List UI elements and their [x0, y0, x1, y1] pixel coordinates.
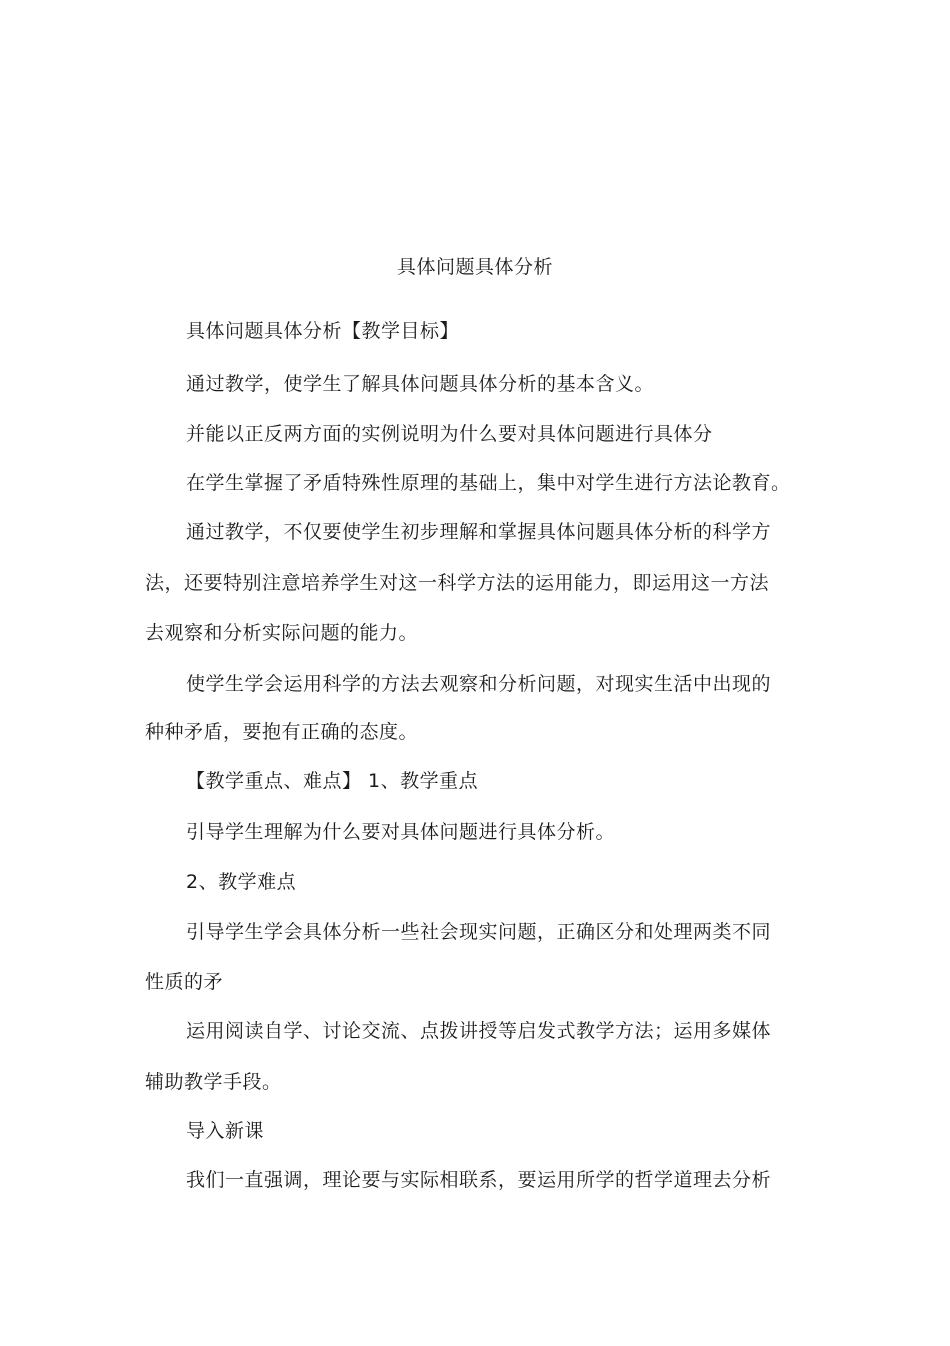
paragraph-line: 使学生学会运用科学的方法去观察和分析问题，对现实生活中出现的 [186, 673, 772, 695]
paragraph-line: 法，还要特别注意培养学生对这一科学方法的运用能力，即运用这一方法 [145, 572, 770, 594]
paragraph-line: 引导学生学会具体分析一些社会现实问题，正确区分和处理两类不同 [186, 921, 772, 943]
subheading-introduction: 导入新课 [186, 1120, 265, 1142]
document-title: 具体问题具体分析 [396, 256, 553, 278]
paragraph-line: 运用阅读自学、讨论交流、点拨讲授等启发式教学方法；运用多媒体 [186, 1020, 772, 1042]
paragraph-line: 引导学生理解为什么要对具体问题进行具体分析。 [186, 821, 616, 843]
subheading-difficulty: 2、教学难点 [186, 871, 297, 893]
paragraph-line: 种种矛盾，要抱有正确的态度。 [145, 721, 419, 743]
paragraph-line: 并能以正反两方面的实例说明为什么要对具体问题进行具体分 [186, 423, 713, 445]
paragraph-line: 性质的矛 [145, 971, 224, 993]
paragraph-line: 我们一直强调，理论要与实际相联系，要运用所学的哲学道理去分析 [186, 1169, 772, 1191]
paragraph-line: 辅助教学手段。 [145, 1071, 282, 1093]
paragraph-line: 去观察和分析实际问题的能力。 [145, 622, 419, 644]
paragraph-line: 通过教学，不仅要使学生初步理解和掌握具体问题具体分析的科学方 [186, 521, 772, 543]
section-heading-key-points: 【教学重点、难点】 1、教学重点 [186, 770, 479, 792]
section-heading-teaching-goals: 具体问题具体分析【教学目标】 [186, 320, 460, 342]
paragraph-line: 通过教学，使学生了解具体问题具体分析的基本含义。 [186, 373, 655, 395]
paragraph-line: 在学生掌握了矛盾特殊性原理的基础上，集中对学生进行方法论教育。 [186, 472, 791, 494]
